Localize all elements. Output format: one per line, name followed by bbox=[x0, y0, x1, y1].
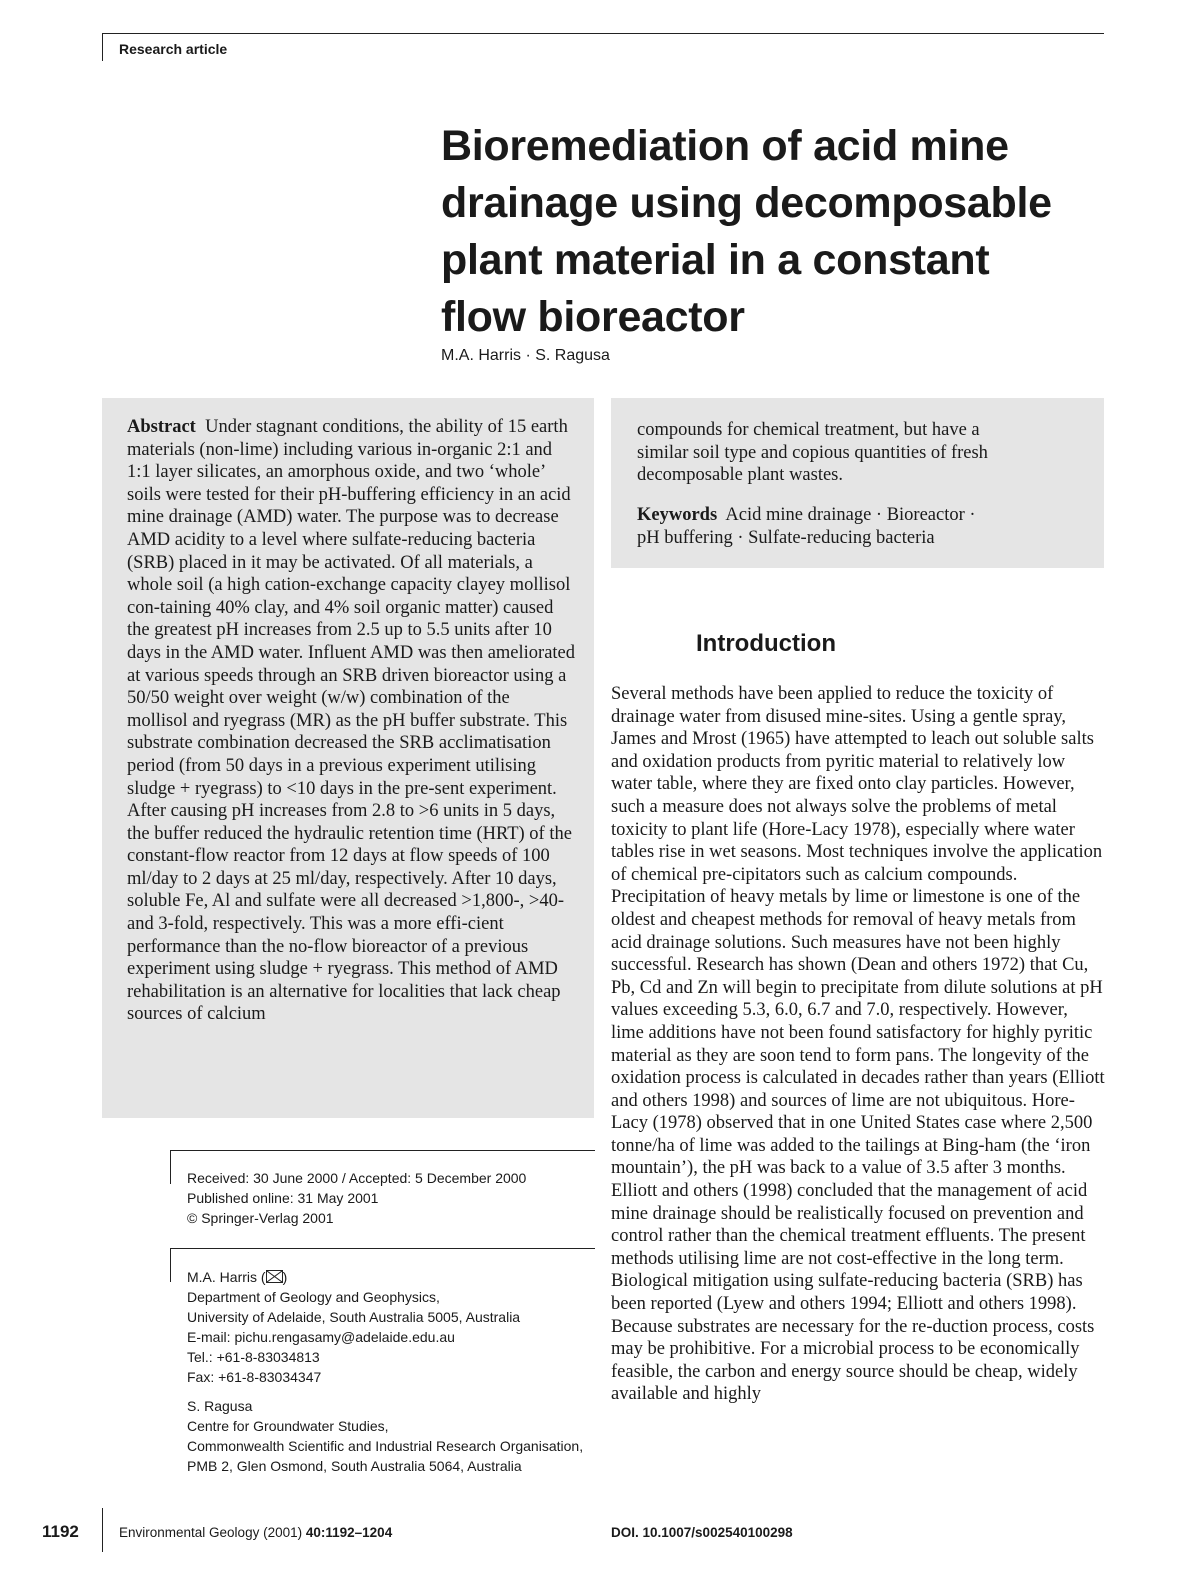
article-authors: M.A. Harris · S. Ragusa bbox=[441, 347, 610, 364]
journal-citation: Environmental Geology (2001) 40:1192–1204 bbox=[119, 1525, 393, 1540]
introduction-text: Several methods have been applied to reduce the toxicity of drainage water from disused mine-sites. Using a gentle spray, James and Mrost (1965) have attempted to leach out soluble salts and oxidation products from pyritic material to relatively low water table, where they are fixed onto clay particles. However, such a measure does not always solve the problems of metal toxicity to plant life (Hore-Lacy 1978), especially where water tables rise in wet seasons. Most techniques involve the application of chemical pre-cipitators such as calcium compounds. Precipitation of heavy metals by lime or limestone is one of the oldest and cheapest methods for removal of heavy metals from acid drainage solutions. Such measures have not been highly successful. Research has shown (Dean and others 1972) that Cu, Pb, Cd and Zn will begin to precipitate from dilute solutions at pH values exceeding 5.3, 6.0, 6.7 and 7.0, respectively. However, lime additions have not been found satisfactory for highly pyritic material as they are soon tend to form pans. The longevity of the oxidation process is calculated in decades rather than years (Elliott and others 1998) and sources of lime are not ubiquitous. Hore-Lacy (1978) observed that in one United States case where 2,500 tonne/ha of lime was added to the tailings at Bing-ham (the ‘iron mountain’), the pH was back to a value of 3.5 after 3 months. Elliott and others (1998) concluded that the management of acid mine drainage should be realistically focused on prevention and control rather than the chemical treatment effluents. The present methods utilising lime are not cost-effective in the long term. Biological mitigation using sulfate-reducing bacteria (SRB) has been reported (Lyew and others 1994; Elliott and others 1998). Because substrates are necessary for the re-duction process, costs may be prohibitive. For a microbial process to be economically feasible, the carbon and energy source should be cheap, widely available and highly bbox=[611, 684, 1105, 1405]
abstract-paragraph bbox=[127, 416, 575, 1026]
header-bar bbox=[102, 33, 103, 61]
affiliation-lines bbox=[187, 1267, 617, 1476]
keywords-line: pH buffering · Sulfate-reducing bacteria bbox=[637, 527, 935, 548]
author1-affiliation: Department of Geology and Geophysics, bbox=[187, 1289, 440, 1305]
header-rule bbox=[102, 33, 1104, 34]
author1-phone: Tel.: +61-8-83034813 bbox=[187, 1349, 320, 1365]
abstract-box bbox=[102, 398, 594, 1118]
affiliations-block bbox=[170, 1248, 595, 1478]
article-title: Bioremediation of acid mine drainage using decomposable plant material in a constant flow bioreactor bbox=[441, 122, 1052, 341]
section-label: Research article bbox=[119, 41, 228, 57]
author1-name: M.A. Harris ( ) bbox=[187, 1269, 288, 1285]
keywords-label: Keywords bbox=[637, 505, 718, 525]
page-number: 1192 bbox=[42, 1522, 79, 1541]
author1-email[interactable]: E-mail: pichu.rengasamy@adelaide.edu.au bbox=[187, 1329, 455, 1345]
dates-block bbox=[170, 1150, 595, 1230]
affiliations-rule bbox=[170, 1248, 595, 1249]
envelope-icon bbox=[266, 1270, 283, 1283]
abstract-label: Abstract bbox=[127, 417, 196, 437]
dates-bracket bbox=[170, 1150, 171, 1184]
footer-bar bbox=[102, 1508, 103, 1552]
published-date: Published online: 31 May 2001 bbox=[187, 1190, 379, 1206]
received-date: Received: 30 June 2000 / Accepted: 5 December 2000 bbox=[187, 1170, 527, 1186]
author1-affiliation: University of Adelaide, South Australia 5005, Australia bbox=[187, 1309, 521, 1325]
dates-lines bbox=[187, 1168, 597, 1228]
affiliations-bracket bbox=[170, 1248, 171, 1282]
dates-rule bbox=[170, 1150, 595, 1151]
author2-name: S. Ragusa bbox=[187, 1398, 253, 1414]
abstract-continued-box bbox=[611, 398, 1104, 568]
author2-affiliation: Centre for Groundwater Studies, bbox=[187, 1418, 389, 1434]
keywords-line: Acid mine drainage · Bioreactor · bbox=[725, 505, 976, 525]
abstract-continued-line: decomposable plant wastes. bbox=[637, 465, 844, 486]
abstract-text: Under stagnant conditions, the ability of 15 earth materials (non-lime) including various in-organic 2:1 and 1:1 layer silicates, an amorphous oxide, and two ‘whole’ soils were tested for their pH-buffering efficiency in an acid mine drainage (AMD) water. The purpose was to decrease AMD acidity to a level where sulfate-reducing bacteria (SRB) placed in it may be activated. Of all materials, a whole soil (a high cation-exchange capacity clayey mollisol con-taining 40% clay, and 4% soil organic matter) caused the greatest pH increases from 2.5 up to 5.5 units after 10 days in the AMD water. Influent AMD was then ameliorated at various speeds through an SRB driven bioreactor using a 50/50 weight over weight (w/w) combination of the mollisol and ryegrass (MR) as the pH buffer substrate. This substrate combination decreased the SRB acclimatisation period (from 50 days in a previous experiment utilising sludge + ryegrass) to <10 days in the pre-sent experiment. After causing pH increases from 2.8 to >6 units in 5 days, the buffer reduced the hydraulic retention time (HRT) of the constant-flow reactor from 12 days at flow speeds of 100 ml/day to 2 days at 25 ml/day, respectively. After 10 days, soluble Fe, Al and sulfate were all decreased >1,800-, >40- and 3-fold, respectively. This was a more effi-cient performance than the no-flow bioreactor of a previous experiment using sludge + ryegrass. This method of AMD rehabilitation is an alternative for localities that lack cheap sources of calcium bbox=[127, 417, 576, 1025]
copyright: © Springer-Verlag 2001 bbox=[187, 1210, 334, 1226]
abstract-continued-line: compounds for chemical treatment, but have a bbox=[637, 420, 980, 440]
abstract-continued bbox=[637, 419, 1082, 487]
author2-affiliation: PMB 2, Glen Osmond, South Australia 5064, Australia bbox=[187, 1458, 522, 1474]
author2-affiliation: Commonwealth Scientific and Industrial Research Organisation, bbox=[187, 1438, 584, 1454]
introduction-heading: Introduction bbox=[696, 630, 836, 657]
author1-fax: Fax: +61-8-83034347 bbox=[187, 1369, 322, 1385]
keywords bbox=[637, 504, 1082, 549]
abstract-continued-line: similar soil type and copious quantities of fresh bbox=[637, 442, 988, 463]
doi[interactable]: DOI. 10.1007/s002540100298 bbox=[611, 1525, 793, 1540]
